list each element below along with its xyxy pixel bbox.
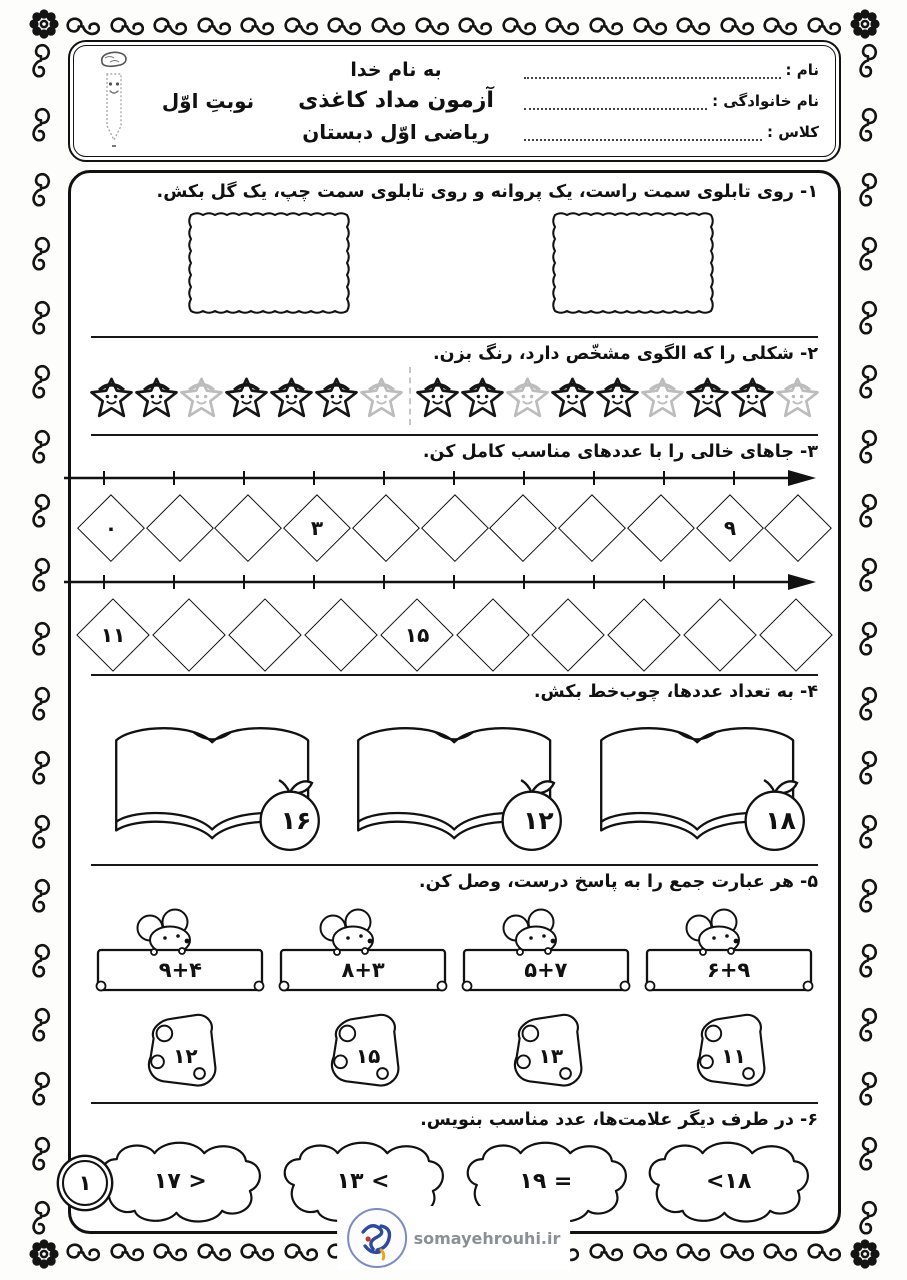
answer-number: ۱۳ [538,1044,564,1068]
number-diamond [76,598,149,671]
book-count-number: ۱۸ [765,806,796,835]
star-group-left [89,373,404,420]
swirl-ornament-icon [197,1242,231,1263]
flower-ornament-icon [847,6,883,42]
swirl-ornament-icon [858,750,879,784]
swirl-ornament-icon [31,108,52,142]
question-4 [87,679,822,861]
number-diamond[interactable] [608,598,681,671]
swirl-ornament-icon [807,16,841,37]
comparison-value: ۱۷ > [153,1168,207,1194]
star-character-icon[interactable] [358,373,405,420]
number-diamond[interactable] [558,494,626,562]
swirl-ornament-icon [858,1072,879,1106]
swirl-ornament-icon [676,16,710,37]
question-2 [87,341,822,431]
swirl-ornament-icon [153,16,187,37]
drawing-boards-row [87,205,822,333]
swirl-ornament-icon [284,16,318,37]
tally-book[interactable] [333,707,575,857]
exam-title: آزمون مداد کاغذی [298,87,494,113]
swirl-ornament-icon [31,879,52,913]
number-diamond[interactable] [456,598,529,671]
swirl-ornament-icon [415,16,449,37]
star-character-icon[interactable] [414,373,461,420]
section-divider [91,1102,818,1104]
swirl-ornament-icon [633,1242,667,1263]
number-diamond[interactable] [759,598,832,671]
swirl-ornament-icon [31,301,52,335]
book-count-number: ۱۲ [523,806,554,835]
swirl-ornament-icon [858,108,879,142]
flower-ornament-icon [26,6,62,42]
swirl-ornament-icon [31,1007,52,1041]
addition-expression: ۹+۴ [158,958,202,982]
swirl-ornament-icon [858,943,879,977]
number-diamond[interactable] [352,494,420,562]
addition-expression: ۶+۹ [707,958,751,982]
swirl-ornament-icon [31,44,52,78]
swirl-ornament-icon [720,16,754,37]
calligraphy-logo-icon [347,1208,407,1268]
swirl-ornament-icon [858,558,879,592]
star-character-icon[interactable] [268,373,315,420]
swirl-ornament-icon [858,44,879,78]
swirl-ornament-icon [763,1242,797,1263]
swirl-ornament-icon [807,1242,841,1263]
mouse-banner-icon [639,895,819,999]
swirl-ornament-icon [858,236,879,270]
comparison-value: ۱۹ = [519,1168,573,1194]
family-name-label: نام خانوادگی : [712,92,819,110]
swirl-ornament-icon [110,16,144,37]
swirl-ornament-icon [858,815,879,849]
matching-grid [87,895,822,1099]
number-diamond[interactable] [627,494,695,562]
star-character-icon[interactable] [774,373,821,420]
number-diamond[interactable] [228,598,301,671]
star-character-icon[interactable] [133,373,180,420]
swirl-ornament-icon [31,236,52,270]
diamond-value: ۰ [104,515,117,540]
diamond-row-1 [87,491,822,567]
swirl-ornament-icon [589,1242,623,1263]
diamond-value: ۳ [310,515,324,540]
star-character-icon[interactable] [594,373,641,420]
flower-ornament-icon [847,1236,883,1272]
exam-header-inner [73,45,836,157]
diamond-value: ۱۵ [404,622,429,647]
star-character-icon[interactable] [88,373,135,420]
drawing-board-right[interactable] [549,209,725,325]
addition-card[interactable] [639,895,819,999]
mouse-banner-icon [273,895,453,999]
swirl-ornament-icon [676,1242,710,1263]
swirl-ornament-icon [31,493,52,527]
drawing-board-left[interactable] [185,209,361,325]
answer-cheese[interactable] [504,1011,588,1095]
class-field[interactable] [524,123,819,141]
swirl-ornament-icon [858,301,879,335]
swirl-ornament-icon [240,16,274,37]
swirl-ornament-icon [858,622,879,656]
number-diamond[interactable] [421,494,489,562]
addition-card[interactable] [273,895,453,999]
comparison-value: <۱۸ [705,1168,752,1194]
swirl-ornament-icon [633,16,667,37]
family-name-fill-line[interactable] [524,95,707,110]
swirl-ornament-icon [31,750,52,784]
swirl-ornament-icon [858,493,879,527]
question-1 [87,179,822,333]
number-diamond[interactable] [683,598,756,671]
number-line-arrow [58,465,822,491]
question-3 [87,439,822,671]
question-1-title: ۱- روی تابلوی سمت راست، یک پروانه و روی تابلوی سمت چپ، یک گل بکش. [156,182,818,202]
swirl-ornament-icon [858,686,879,720]
site-watermark [337,1206,571,1270]
star-character-icon[interactable] [729,373,776,420]
star-character-icon[interactable] [684,373,731,420]
swirl-ornament-icon [31,1072,52,1106]
exam-subject: ریاضی اوّل دبستان [302,119,490,144]
name-fill-line[interactable] [524,64,781,79]
swirl-ornament-icon [858,1136,879,1170]
mouse-banner-icon [456,895,636,999]
section-divider [91,336,818,338]
diamond-value: ۱۱ [100,622,126,647]
question-5-title: ۵- هر عبارت جمع را به پاسخ درست، وصل کن. [418,872,818,892]
swirl-ornament-icon [31,558,52,592]
swirl-ornament-icon [66,16,100,37]
swirl-ornament-icon [31,622,52,656]
pencil-character-icon [90,50,138,152]
number-diamond[interactable] [146,494,214,562]
section-divider [91,674,818,676]
star-character-icon[interactable] [504,373,551,420]
comparison-cloud[interactable] [89,1133,272,1229]
swirl-ornament-icon [720,1242,754,1263]
term-label: نوبتِ اوّل [161,89,255,113]
question-6-title: ۶- در طرف دیگر علامت‌ها، عدد مناسب بنویس. [420,1110,818,1130]
tally-books-row [87,705,822,861]
section-divider [91,434,818,436]
question-2-title: ۲- شکلی را که الگوی مشخّص دارد، رنگ بزن. [433,344,818,364]
swirl-ornament-icon [371,16,405,37]
tally-book[interactable] [576,707,818,857]
mouse-banner-icon [90,895,270,999]
number-diamond [77,494,145,562]
swirl-ornament-icon [197,16,231,37]
swirl-ornament-icon [858,879,879,913]
addition-card[interactable] [90,895,270,999]
exam-titles [278,59,514,144]
comparison-value: ۱۳ < [336,1168,390,1194]
swirl-ornament-icon [589,16,623,37]
star-character-icon[interactable] [459,373,506,420]
worksheet-body [68,170,841,1234]
star-pattern-row [87,367,822,431]
comparison-cloud[interactable] [637,1133,820,1229]
number-diamond [380,598,453,671]
number-diamond [696,494,764,562]
star-group-right [415,373,820,420]
number-diamond[interactable] [214,494,282,562]
swirl-ornament-icon [502,16,536,37]
answer-cheese[interactable] [687,1011,771,1095]
diamond-row-2 [87,595,822,671]
swirl-ornament-icon [31,943,52,977]
swirl-ornament-icon [31,815,52,849]
swirl-ornament-icon [31,1136,52,1170]
number-diamond[interactable] [532,598,605,671]
addition-expression: ۵+۷ [524,958,568,982]
number-diamond[interactable] [152,598,225,671]
family-name-field[interactable] [524,92,819,110]
swirl-ornament-icon [284,1242,318,1263]
answer-number: ۱۱ [721,1044,746,1068]
number-diamond[interactable] [764,494,832,562]
class-label: کلاس : [766,123,819,141]
tally-book[interactable] [91,707,333,857]
star-character-icon[interactable] [313,373,360,420]
swirl-ornament-icon [31,429,52,463]
number-line-arrow [58,569,822,595]
swirl-ornament-icon [763,16,797,37]
swirl-ornament-icon [31,365,52,399]
border-ornament-right [853,50,883,1228]
star-character-icon[interactable] [223,373,270,420]
number-diamond[interactable] [304,598,377,671]
swirl-ornament-icon [858,365,879,399]
diamond-value: ۹ [723,515,736,540]
swirl-ornament-icon [31,1200,52,1234]
question-3-title: ۳- جاهای خالی را با عددهای مناسب کامل کن. [422,442,818,462]
student-fields [524,61,819,141]
answer-number: ۱۵ [355,1044,381,1068]
addition-card[interactable] [456,895,636,999]
star-character-icon[interactable] [639,373,686,420]
book-count-number: ۱۶ [280,806,312,835]
swirl-ornament-icon [545,16,579,37]
class-fill-line[interactable] [524,126,762,141]
swirl-ornament-icon [153,1242,187,1263]
page-number-badge [62,1160,108,1206]
swirl-ornament-icon [858,1007,879,1041]
swirl-ornament-icon [858,429,879,463]
page-number: ۱ [78,1171,92,1195]
swirl-ornament-icon [458,16,492,37]
answer-cheese[interactable] [138,1011,222,1095]
name-field[interactable] [524,61,819,79]
swirl-ornament-icon [858,172,879,206]
swirl-ornament-icon [858,1200,879,1234]
bismillah-text: به نام خدا [350,58,442,81]
number-diamond[interactable] [489,494,557,562]
star-character-icon[interactable] [549,373,596,420]
swirl-ornament-icon [31,172,52,206]
exam-header [68,40,841,162]
answer-cheese[interactable] [321,1011,405,1095]
swirl-ornament-icon [110,1242,144,1263]
flower-ornament-icon [26,1236,62,1272]
star-character-icon[interactable] [178,373,225,420]
answer-number: ۱۲ [173,1044,198,1068]
border-ornament-left [26,50,56,1228]
name-label: نام : [785,61,819,79]
number-diamond [283,494,351,562]
swirl-ornament-icon [66,1242,100,1263]
swirl-ornament-icon [327,16,361,37]
addition-expression: ۸+۳ [341,958,385,982]
swirl-ornament-icon [240,1242,274,1263]
question-4-title: ۴- به تعداد عددها، چوب‌خط بکش. [533,682,818,702]
question-5 [87,869,822,1099]
pattern-divider [409,367,411,425]
swirl-ornament-icon [31,686,52,720]
section-divider [91,864,818,866]
border-ornament-top [66,12,841,40]
site-url-text: somayehrouhi.ir [413,1228,561,1248]
